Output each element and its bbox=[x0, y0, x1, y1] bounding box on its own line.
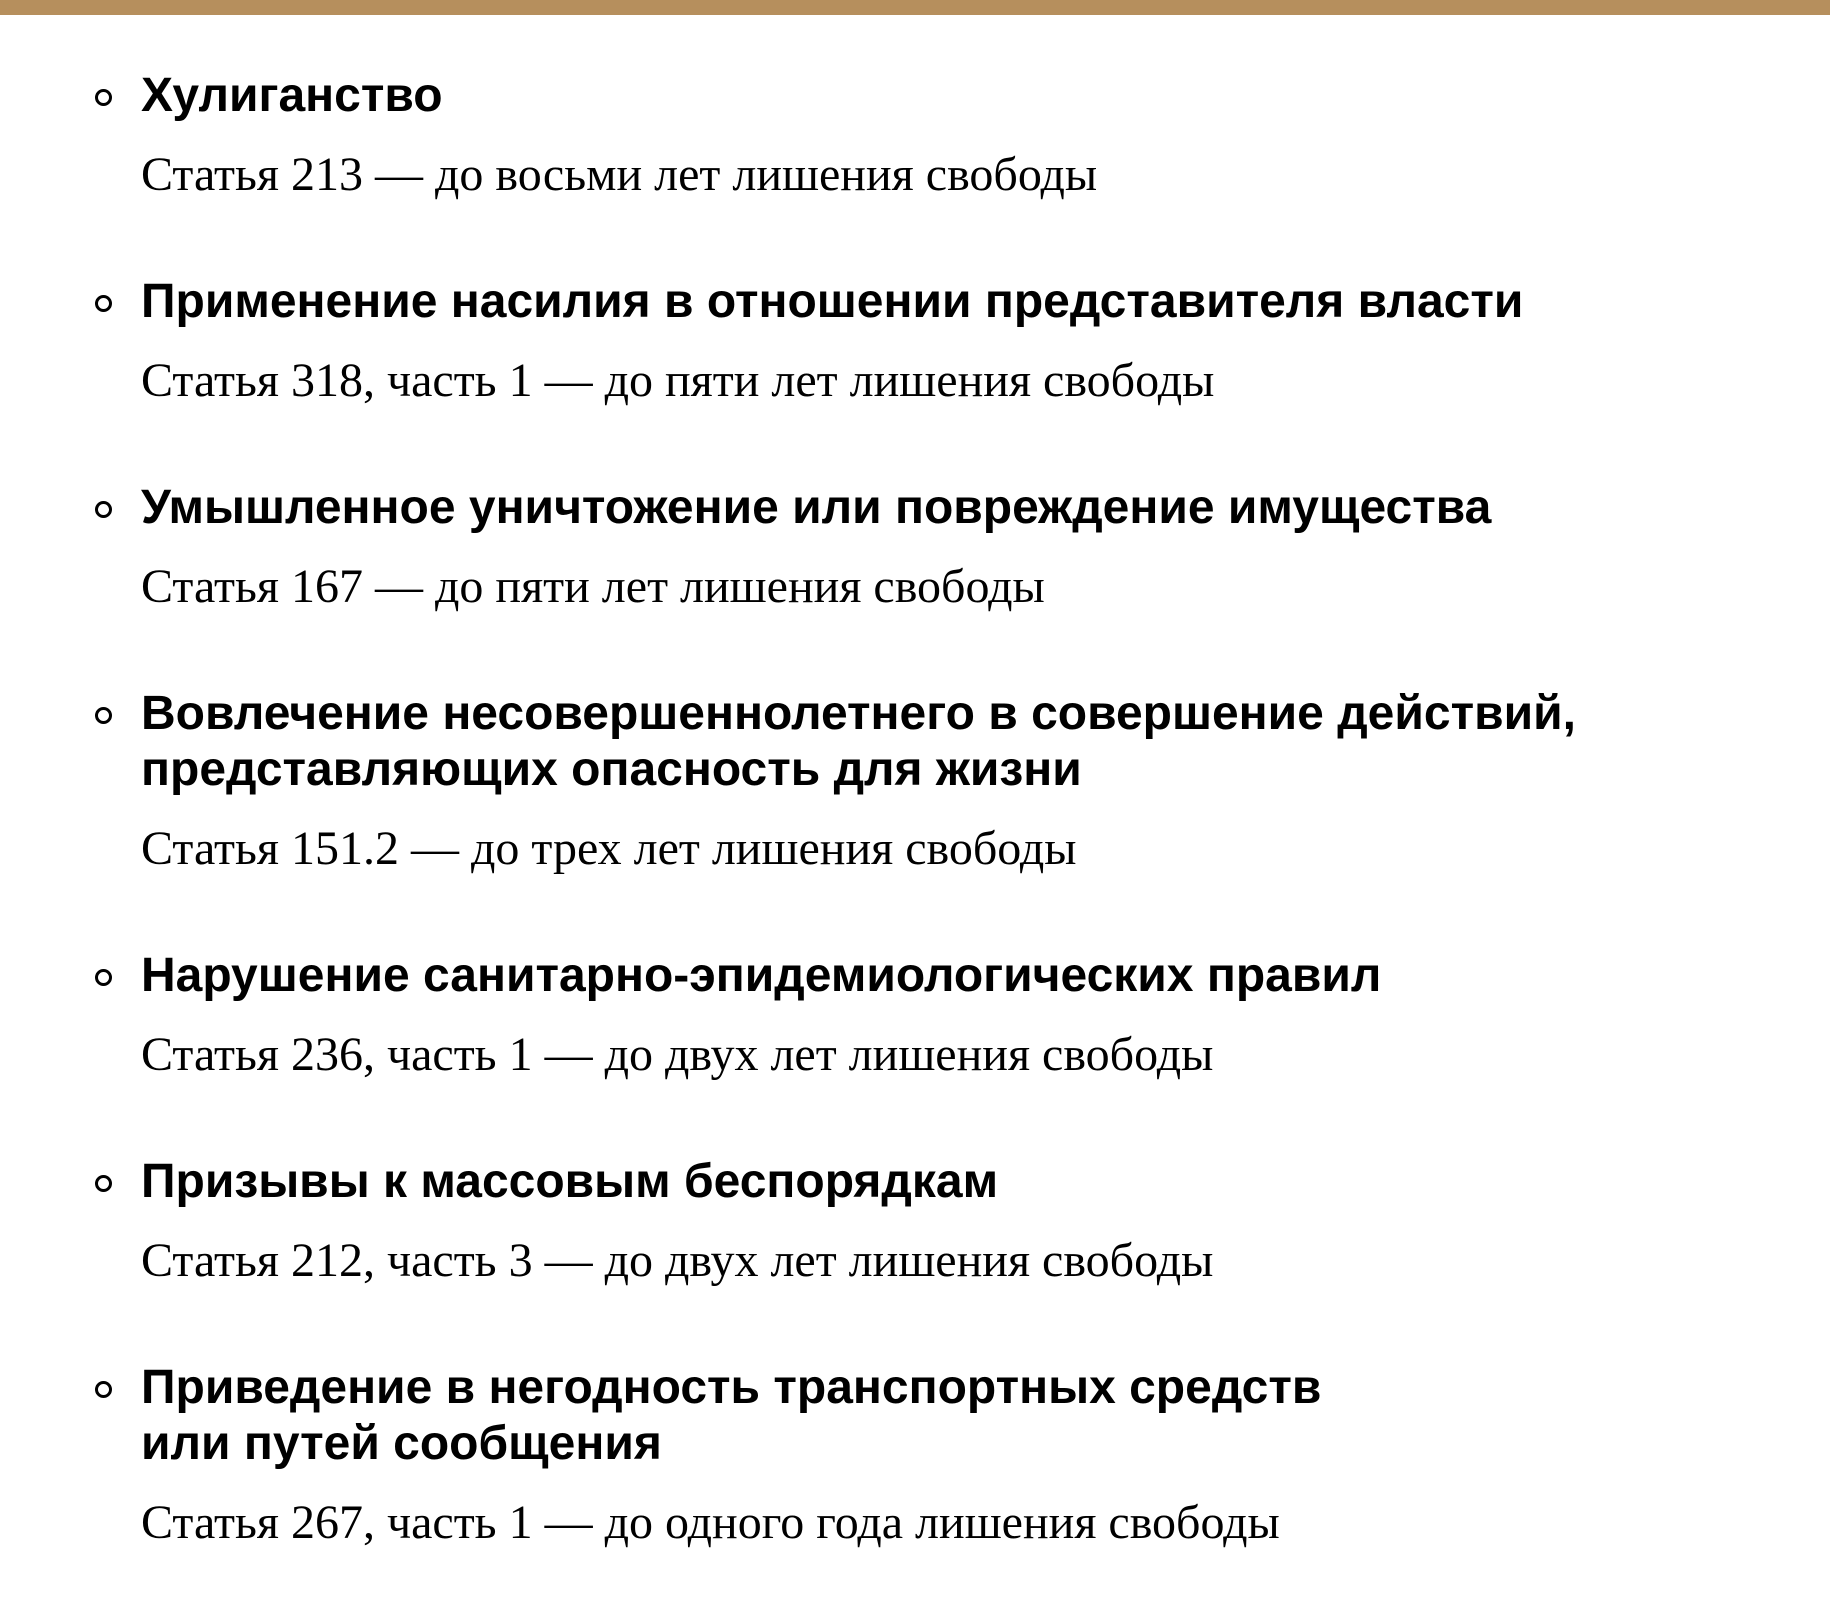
list-item bbox=[0, 1360, 1830, 1551]
list-item bbox=[0, 1154, 1830, 1289]
bullet-circle-icon bbox=[95, 89, 112, 106]
item-description: Статья 212, часть 3 — до двух лет лишения свободы bbox=[141, 1234, 1214, 1287]
item-description: Статья 151.2 — до трех лет лишения свободы bbox=[141, 822, 1077, 875]
item-title: Умышленное уничтожение или повреждение имущества bbox=[141, 481, 1492, 534]
item-title: Нарушение санитарно-эпидемиологических правил bbox=[141, 949, 1382, 1002]
item-title: Приведение в негодность транспортных средств или путей сообщения bbox=[141, 1361, 1322, 1470]
item-description: Статья 318, часть 1 — до пяти лет лишения свободы bbox=[141, 354, 1215, 407]
list-item bbox=[0, 686, 1830, 877]
bullet-circle-icon bbox=[95, 707, 112, 724]
item-title: Хулиганство bbox=[141, 69, 443, 122]
offense-list bbox=[0, 68, 1830, 1622]
item-description: Статья 236, часть 1 — до двух лет лишения свободы bbox=[141, 1028, 1214, 1081]
item-description: Статья 267, часть 1 — до одного года лишения свободы bbox=[141, 1496, 1280, 1549]
top-accent-bar bbox=[0, 0, 1830, 15]
item-description: Статья 167 — до пяти лет лишения свободы bbox=[141, 560, 1045, 613]
bullet-circle-icon bbox=[95, 969, 112, 986]
list-item bbox=[0, 948, 1830, 1083]
bullet-circle-icon bbox=[95, 1381, 112, 1398]
list-item bbox=[0, 68, 1830, 203]
bullet-circle-icon bbox=[95, 1175, 112, 1192]
item-title: Призывы к массовым беспорядкам bbox=[141, 1155, 999, 1208]
item-title: Применение насилия в отношении представителя власти bbox=[141, 275, 1524, 328]
bullet-circle-icon bbox=[95, 295, 112, 312]
list-item bbox=[0, 480, 1830, 615]
list-item bbox=[0, 274, 1830, 409]
bullet-circle-icon bbox=[95, 501, 112, 518]
item-title: Вовлечение несовершеннолетнего в совершение действий, представляющих опасность для жизни bbox=[141, 687, 1576, 796]
item-description: Статья 213 — до восьми лет лишения свободы bbox=[141, 148, 1098, 201]
